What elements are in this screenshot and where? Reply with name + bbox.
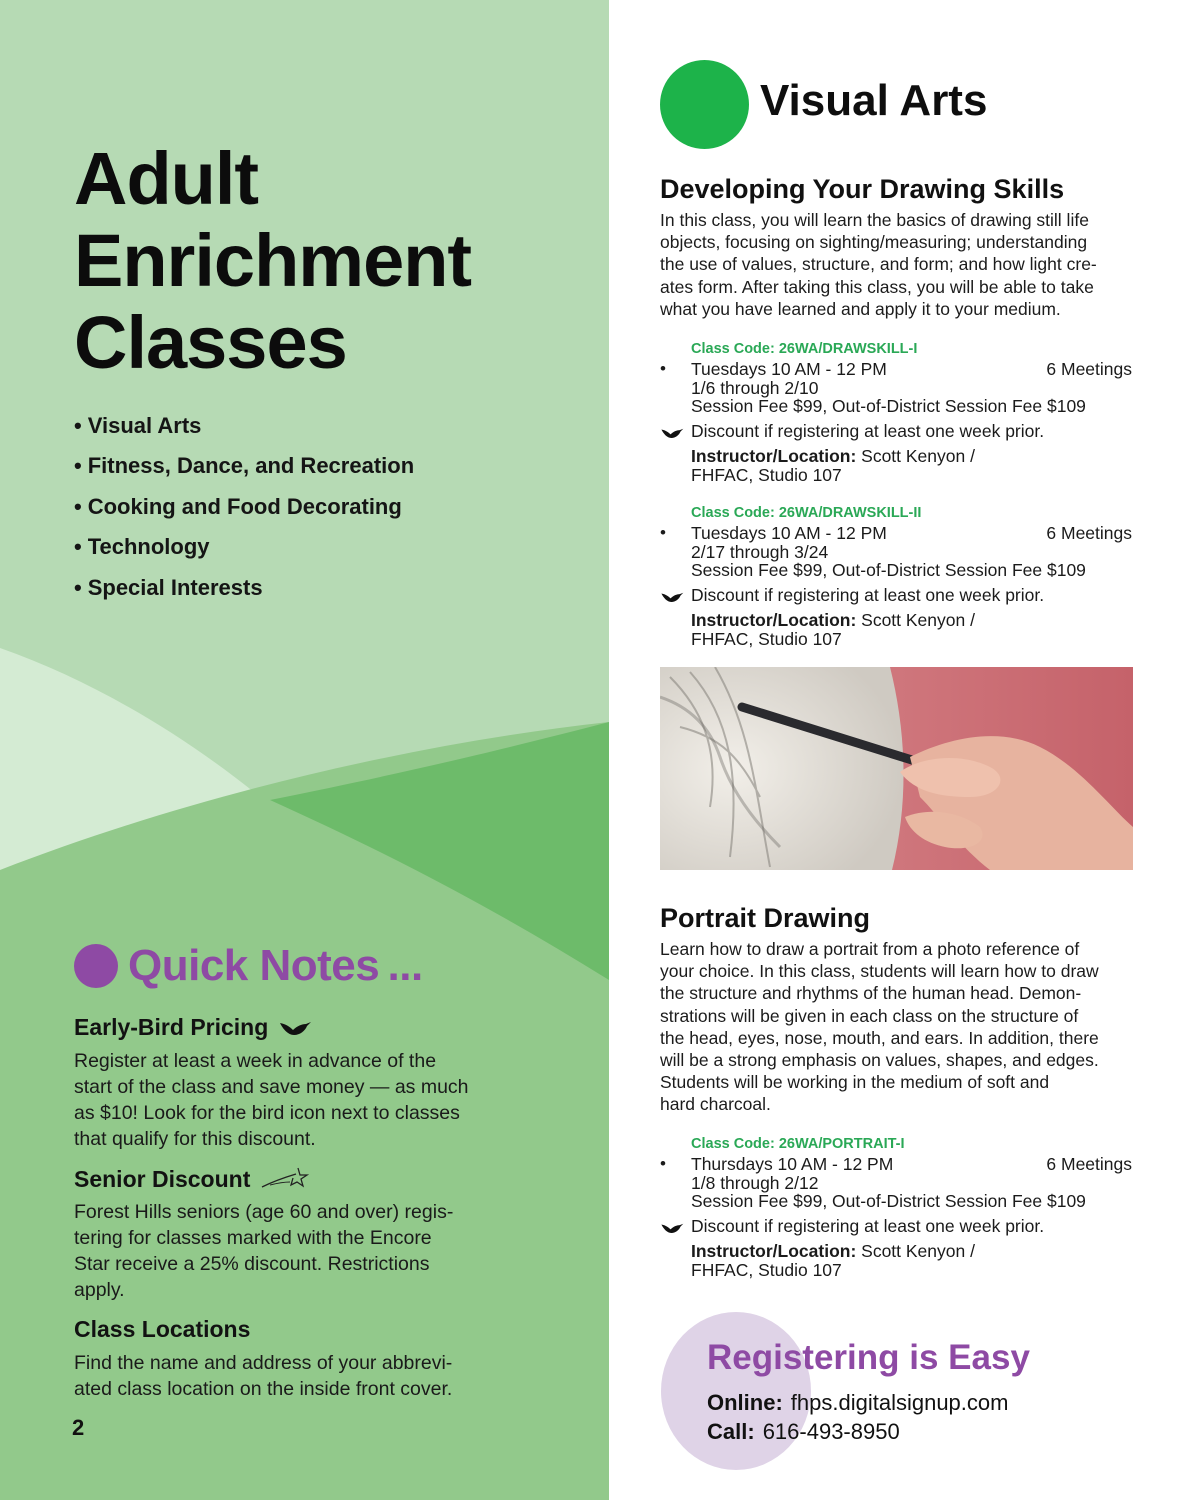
- early-bird-text: Register at least a week in advance of the start of the class and save money — as much as $10! Look for the bird icon next to classes that qualify for this discount.: [74, 1050, 469, 1150]
- session-dates: 1/8 through 2/12: [691, 1172, 819, 1193]
- discount-note: Discount if registering at least one week prior.: [660, 422, 1132, 441]
- topic-item: • Special Interests: [74, 574, 263, 600]
- class-locations-text: Find the name and address of your abbrevi- ated class location on the inside front cover.: [74, 1352, 453, 1400]
- charcoal-drawing-image: [660, 667, 1133, 870]
- page-title: [74, 138, 471, 384]
- senior-discount-text: Forest Hills seniors (age 60 and over) regis- tering for classes marked with the Encore Star receive a 25% discount. Restrictions apply.: [74, 1201, 454, 1301]
- class-code: Class Code: 26WA/PORTRAIT-I: [691, 1136, 905, 1152]
- class-code: Class Code: 26WA/DRAWSKILL-I: [691, 341, 918, 357]
- meetings-count: 6 Meetings: [1046, 523, 1132, 543]
- session-schedule: • Thursdays 10 AM - 12 PM 6 Meetings: [660, 1154, 1132, 1174]
- meetings-count: 6 Meetings: [1046, 359, 1132, 379]
- class-session: [660, 1133, 1132, 1279]
- location: FHFAC, Studio 107: [691, 1259, 842, 1280]
- session-fee: Session Fee $99, Out-of-District Session Fee $109: [691, 1191, 1086, 1211]
- registration-phone: Call: 616-493-8950: [707, 1419, 900, 1444]
- quick-notes-header: [74, 938, 423, 994]
- bullet: •: [660, 1154, 666, 1173]
- section-title: Visual Arts: [760, 76, 988, 125]
- instructor-location: Instructor/Location: Scott Kenyon /: [691, 1241, 975, 1261]
- bird-icon: [660, 1220, 684, 1236]
- meetings-count: 6 Meetings: [1046, 1154, 1132, 1174]
- instructor-location: Instructor/Location: Scott Kenyon /: [691, 610, 975, 630]
- bullet: •: [660, 359, 666, 378]
- encore-star-icon: [260, 1165, 310, 1193]
- class-locations-heading: Class Locations: [74, 1316, 251, 1342]
- discount-note: Discount if registering at least one week prior.: [660, 586, 1132, 605]
- bird-icon: [660, 589, 684, 605]
- session-dates: 2/17 through 3/24: [691, 541, 829, 562]
- drawing-photo: [660, 667, 1133, 870]
- discount-note: Discount if registering at least one week prior.: [660, 1217, 1132, 1236]
- bird-icon: [278, 1017, 312, 1039]
- title-line: Classes: [74, 301, 347, 384]
- course-description: In this class, you will learn the basics of drawing still life objects, focusing on sighting/measuring; understanding the use of values, structure, and form; and how light cre- ates form. After taking this class, you will be able to take what you have learned and apply it to your medium.: [660, 210, 1097, 319]
- course-title: Portrait Drawing: [660, 903, 871, 933]
- location: FHFAC, Studio 107: [691, 464, 842, 485]
- session-fee: Session Fee $99, Out-of-District Session Fee $109: [691, 560, 1086, 580]
- topic-item: • Fitness, Dance, and Recreation: [74, 453, 415, 479]
- title-line: Enrichment: [74, 219, 472, 302]
- bullet: •: [660, 523, 666, 542]
- bird-icon: [660, 425, 684, 441]
- senior-discount-heading: Senior Discount: [74, 1165, 310, 1193]
- title-line: Adult: [74, 137, 259, 220]
- purple-circle-icon: [74, 944, 118, 988]
- topic-item: • Cooking and Food Decorating: [74, 493, 402, 519]
- location: FHFAC, Studio 107: [691, 628, 842, 649]
- quick-notes-title: Quick Notes ...: [128, 941, 423, 990]
- topic-list: [74, 410, 414, 612]
- early-bird-heading: Early-Bird Pricing: [74, 1014, 312, 1041]
- class-code: Class Code: 26WA/DRAWSKILL-II: [691, 505, 922, 521]
- topic-item: • Visual Arts: [74, 413, 202, 438]
- topic-item: • Technology: [74, 534, 210, 560]
- registration-url[interactable]: fhps.digitalsignup.com: [790, 1390, 1009, 1415]
- session-schedule: • Tuesdays 10 AM - 12 PM 6 Meetings: [660, 523, 1132, 543]
- course-title: Developing Your Drawing Skills: [660, 174, 1065, 204]
- page-number: 2: [72, 1415, 85, 1440]
- registration-phone-number[interactable]: 616-493-8950: [762, 1419, 900, 1444]
- session-fee: Session Fee $99, Out-of-District Session Fee $109: [691, 396, 1086, 416]
- session-schedule: • Tuesdays 10 AM - 12 PM 6 Meetings: [660, 359, 1132, 379]
- course-description: Learn how to draw a portrait from a photo reference of your choice. In this class, students will learn how to draw the structure and rhythms of the human head. Demon- strations will be given in each class on the structure of the head, eyes, nose, mouth, and ears. In addition, there will be a strong emphasis on values, shapes, and edges. Students will be working in the medium of soft and hard charcoal.: [660, 939, 1099, 1115]
- session-dates: 1/6 through 2/10: [691, 377, 819, 398]
- class-session: [660, 502, 1132, 648]
- instructor-location: Instructor/Location: Scott Kenyon /: [691, 446, 975, 466]
- green-circle-icon: [660, 60, 749, 149]
- class-session: [660, 338, 1132, 484]
- registration-title: Registering is Easy: [707, 1338, 1030, 1377]
- registration-online: Online: fhps.digitalsignup.com: [707, 1390, 1009, 1415]
